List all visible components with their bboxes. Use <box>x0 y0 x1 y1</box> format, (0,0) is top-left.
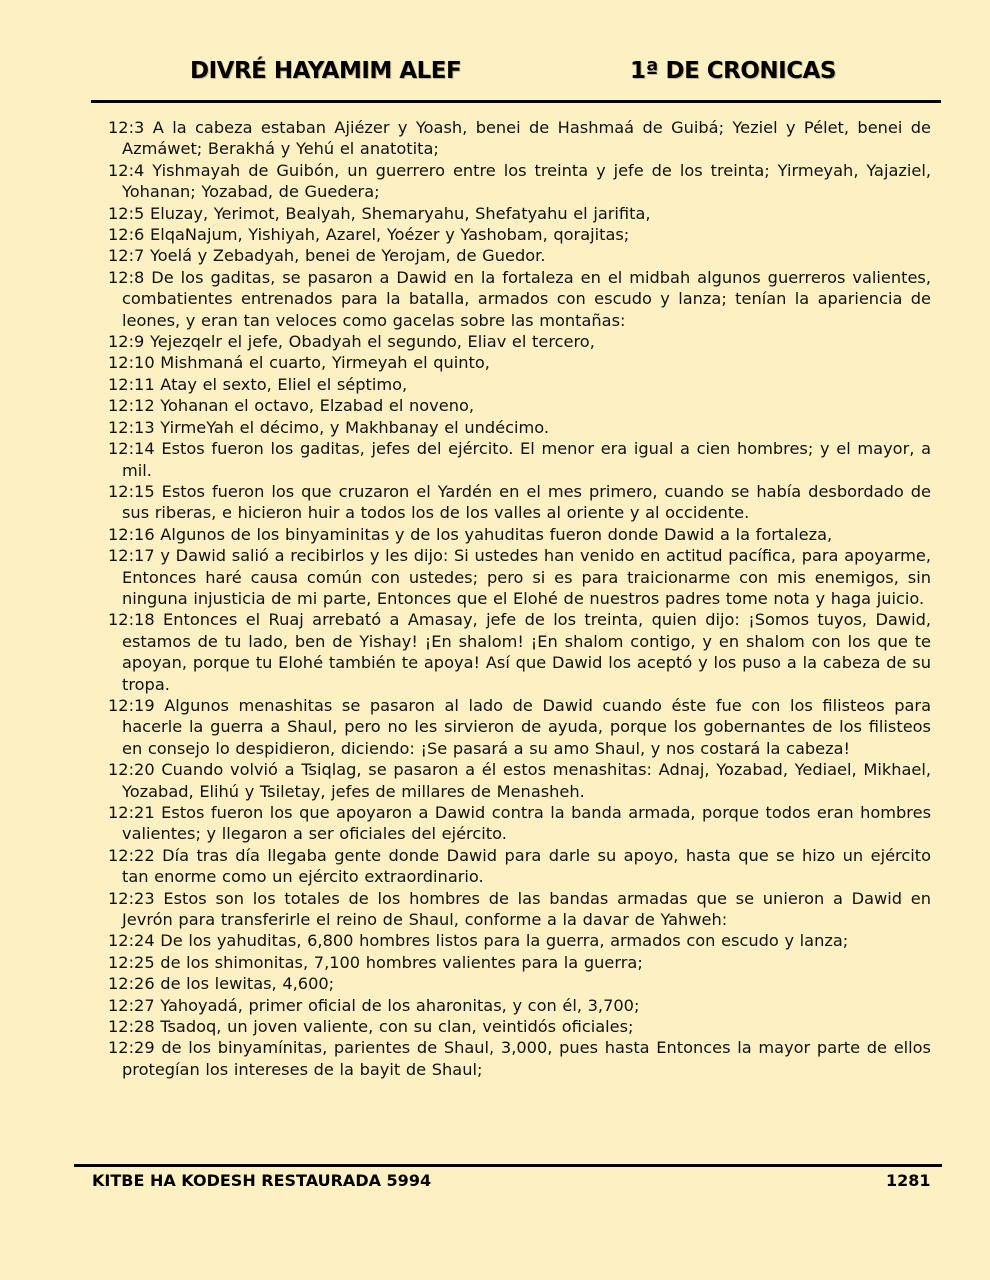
verse: 12:19 Algunos menashitas se pasaron al lado de Dawid cuando éste fue con los filisteos para hacerle la guerra a Shaul, pero no les sirvieron de ayuda, porque los gobernantes de los filisteos en consejo lo despidieron, diciendo: ¡Se pasará a su amo Shaul, y nos costará la cabeza! <box>108 695 931 758</box>
verse: 12:12 Yohanan el octavo, Elzabad el noveno, <box>108 396 475 416</box>
verse: 12:25 de los shimonitas, 7,100 hombres valientes para la guerra; <box>108 952 643 972</box>
verse: 12:14 Estos fueron los gaditas, jefes del ejército. El menor era igual a cien hombres; y el mayor, a mil. <box>108 439 931 480</box>
verse: 12:24 De los yahuditas, 6,800 hombres listos para la guerra, armados con escudo y lanza; <box>108 931 849 951</box>
verse: 12:15 Estos fueron los que cruzaron el Yardén en el mes primero, cuando se había desbordado de sus riberas, e hicieron huir a todos los de los valles al oriente y al occidente. <box>108 481 931 523</box>
verse-list <box>108 117 931 1157</box>
page-number: 1281 <box>886 1171 931 1190</box>
footer-divider <box>74 1164 942 1167</box>
verse: 12:11 Atay el sexto, Eliel el séptimo, <box>108 374 408 394</box>
verse: 12:4 Yishmayah de Guibón, un guerrero entre los treinta y jefe de los treinta; Yirmeyah, Yajaziel, Yohanan; Yozabad, de Guedera; <box>108 160 931 202</box>
book-subtitle: 1ª DE CRONICAS <box>630 58 836 84</box>
footer-publication: KITBE HA KODESH RESTAURADA 5994 <box>92 1171 432 1190</box>
verse: 12:17 y Dawid salió a recibirlos y les dijo: Si ustedes han venido en actitud pacífica, para apoyarme, Entonces haré causa común con ustedes; pero si es para traicionarme con mis enemigos, sin ninguna injusticia de mi parte, Entonces que el Elohé de nuestros padres tome nota y haga juicio. <box>108 546 931 608</box>
verse: 12:27 Yahoyadá, primer oficial de los aharonitas, y con él, 3,700; <box>108 995 640 1015</box>
verse: 12:9 Yejezqelr el jefe, Obadyah el segundo, Eliav el tercero, <box>108 332 595 352</box>
verse: 12:22 Día tras día llegaba gente donde Dawid para darle su apoyo, hasta que se hizo un ejército tan enorme como un ejército extraordinario. <box>108 845 931 887</box>
book-title: DIVRÉ HAYAMIM ALEF <box>190 58 462 84</box>
verse: 12:29 de los binyamínitas, parientes de Shaul, 3,000, pues hasta Entonces la mayor parte de ellos protegían los intereses de la bayit de Shaul; <box>108 1038 931 1079</box>
verse: 12:26 de los lewitas, 4,600; <box>108 974 335 994</box>
verse: 12:5 Eluzay, Yerimot, Bealyah, Shemaryahu, Shefatyahu el jarifita, <box>108 203 651 223</box>
verse: 12:20 Cuando volvió a Tsiqlag, se pasaron a él estos menashitas: Adnaj, Yozabad, Yediael, Mikhael, Yozabad, Elihú y Tsiletay, jefes de millares de Menasheh. <box>108 760 931 801</box>
verse: 12:7 Yoelá y Zebadyah, benei de Yerojam, de Guedor. <box>108 246 546 266</box>
verse: 12:21 Estos fueron los que apoyaron a Dawid contra la banda armada, porque todos eran hombres valientes; y llegaron a ser oficiales del ejército. <box>108 803 931 844</box>
verse: 12:18 Entonces el Ruaj arrebató a Amasay, jefe de los treinta, quien dijo: ¡Somos tuyos, Dawid, estamos de tu lado, ben de Yishay! ¡En shalom! ¡En shalom contigo, y en shalom con los que te apoyan, porque tu Elohé también te apoya! Así que Dawid los aceptó y los puso a la cabeza de su tropa. <box>108 610 931 694</box>
header-divider <box>91 100 941 103</box>
verse: 12:16 Algunos de los binyaminitas y de los yahuditas fueron donde Dawid a la fortaleza, <box>108 524 833 544</box>
verse: 12:28 Tsadoq, un joven valiente, con su clan, veintidós oficiales; <box>108 1017 634 1037</box>
verse: 12:13 YirmeYah el décimo, y Makhbanay el undécimo. <box>108 417 550 437</box>
page-header <box>92 58 940 90</box>
verse: 12:3 A la cabeza estaban Ajiézer y Yoash, benei de Hashmaá de Guibá; Yeziel y Pélet, benei de Azmáwet; Berakhá y Yehú el anatotita; <box>108 118 931 159</box>
verse: 12:10 Mishmaná el cuarto, Yirmeyah el quinto, <box>108 353 490 373</box>
verse: 12:6 ElqaNajum, Yishiyah, Azarel, Yoézer y Yashobam, qorajitas; <box>108 225 630 245</box>
verse: 12:8 De los gaditas, se pasaron a Dawid en la fortaleza en el midbah algunos guerreros valientes, combatientes entrenados para la batalla, armados con escudo y lanza; tenían la apariencia de leones, y eran tan veloces como gacelas sobre las montañas: <box>108 267 931 330</box>
verse: 12:23 Estos son los totales de los hombres de las bandas armadas que se unieron a Dawid en Jevrón para transferirle el reino de Shaul, conforme a la davar de Yahweh: <box>108 888 931 930</box>
